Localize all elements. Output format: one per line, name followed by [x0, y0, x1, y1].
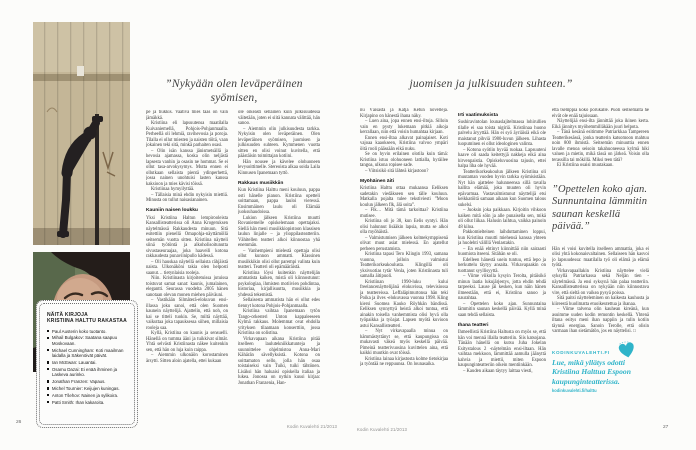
square-bullet-icon [47, 394, 49, 396]
right-column-1 [360, 108, 448, 422]
square-bullet-icon [47, 387, 49, 389]
right-page-credit: Kodin Kuvalehti 21/2013 [357, 427, 407, 432]
book-item-text: Paul Austerin koko tuotanto. [51, 328, 107, 334]
paragraph: Rakkaus musiikkiin [238, 180, 284, 186]
paragraph: – Flk… Mitä tämä tarkoittaa? Kristiina mutisee. [360, 208, 448, 219]
paragraph: Ihmeellistä Kristiina Haltusta on myös se, että hän voi mennä illalla teatteriin. Siis katsojana. Tänään hänellä on kutsu Juha Jokelan Esitystalous 2 -näytelmän ensi-iltaan. Hän vaihtaa mekkoon, lämmittää aamulla jäänyttä kahvia ja miettii, miten Espoon kaupunginteatteriin oikein mentiinkään. [458, 330, 546, 368]
right-column-3 [552, 108, 649, 424]
paragraph: Sitä paitsi näytteleminen on kaikesta kauhusta ja kiireestä huolimatta etuoikeutettua ja ihanaa. [552, 296, 649, 307]
book-item [47, 335, 128, 346]
paragraph: – Luen aina, jopa ennen ensi-iltoja. Silloin vain en pysty lukemaan pitkiä aikoja kerrallaan, niin että voisin humahtaa kirjaan. [360, 119, 448, 135]
promo-text: Lue, mikä yllätys odotti Kristiina Halttua Espoon kaupunginteatterissa. [552, 358, 631, 386]
promo-box [552, 350, 649, 394]
paragraph: – Oli hauskaa näytellä sellaista rähjäistä naista. Ulkonäköni takia olen helposti saanut… tietynlaisia rooleja. [146, 259, 228, 276]
square-bullet-icon [47, 349, 49, 351]
promo-site-label: KODINKUVALEHTI.FI [552, 349, 611, 355]
paragraph: ole oikeasti sellainen kuin julkisuudessa väitetään, joten ei siitä kannata välittää, hän sanoo. [238, 110, 320, 126]
right-column-3-top [552, 108, 649, 169]
book-item-text: Ian McEwan: Lauantai. [51, 359, 97, 365]
square-bullet-icon [47, 401, 49, 403]
square-bullet-icon [47, 361, 49, 363]
square-bullet-icon [47, 337, 49, 339]
page-number-right: 27 [663, 425, 669, 430]
paragraph: Ihana teatteri [458, 322, 489, 328]
paragraph: pe ja tiukkis. Vaativa mies taas on vain jämäkkä. [146, 110, 228, 121]
book-item [47, 379, 128, 384]
left-page-credit: Kodin Kuvalehti 21/2013 [287, 424, 337, 429]
paragraph: Virkavapaallakin Kristiina näyttelee vielä syksyllä Patriarkassa sekä Neljän tien -näytelmässä. Ja ensi syksynä hän palaa teatteriin. Kansallisteatterissa on nykyään niin kiinnostava vire, että sieltä on vaikea pysyä poissa. [552, 268, 649, 296]
book-item [47, 348, 128, 359]
paragraph: – Juoksin joka paikkaan. Kirjoitin vihkoon kaiken mitä söin ja alle punaisella sen, mikä oli ollut liikaa. Halusin laihtua, vaikka painoin 48 kiloa. [458, 208, 546, 230]
book-item-text: Patti Smith: Ihan kakaroita. [51, 399, 105, 405]
book-item [47, 360, 128, 365]
book-list [47, 329, 128, 405]
paragraph: Edelleen hänestä usein tuntuu, että lepo ja herkuttelu täytyy ansaita. Virkavapaakin on tuottanut syyllisyyttä. [458, 257, 546, 274]
square-bullet-icon [47, 380, 49, 382]
paragraph: Ennen ensi-iltaa alkavat painajaiset. Koti vajoaa kaaokseen, Kristiina valvoo ympäri öitä rooli päässään eikä nuku. [360, 135, 448, 152]
page-number-left: 26 [16, 420, 22, 425]
paragraph: Lukion jälkeen Kristiina muutti Rovaniemelle opiskelemaan opettajaksi. Siellä hän meni musiikkiopistoon klassisen laulun linjalle – ja ylioppilasteatteriin. Vähitellen teatteri alkoi kiinnostaa yhä enemmän. [238, 215, 320, 248]
paragraph: Virkavapaan aikana Kristiina pitää itselleen laulutekniikkatunteja ja suunnittelee ohjelmistoa Anna-Mari Kähärän sävellyksistä. Kotona on soittamaton sello, jolla hän osaa toistaiseksi vain Tuiki, tuiki tähtönen. Lisäksi hän haluaisi opiskella italiaa ja lukea. Jonossa on nytkin kuusi kirjaa: Jonathan Franzenia, Han- [238, 336, 320, 386]
paragraph: Kauniin naisen loukku [146, 208, 198, 213]
book-item-text: Michael Cunningham: Koti maailman laidalla ja Säkenöivät päivät. [51, 347, 124, 358]
paragraph: Niin. Kristiinasta kirjoitetuissa jutuissa toistuvat samat sanat: kaunis, jumalainen, elegantti. Seurassa vuodelta 2005 hänen sanotaan olevan monen miehen päiväuni. [146, 276, 228, 298]
book-list-title-line2: KRISTIINA HALTTU RAKASTAA [47, 318, 127, 324]
paragraph: Teatterikorkeakoulun jälkeen Kristiina oli muutaman vuoden hyvin tarkka syömisistään. Nyt hän ajattelee halunneensa sillä tavalla hallita elämää, joka muuten oli hyvin epävarmaa. Vastavalmistunut näyttelijä etsi keikkatöitä samaan aikaan kun Suomen talous sukelsi. [458, 169, 546, 208]
book-item-text: Anton Tšehov: Nainen ja sylikoira. [51, 392, 119, 398]
paragraph: Kristiina tapasi Tero Klingin 1993, samana vuonna, jolloin valmistui Teatterikorkeakoulusta. Klingillä oli yksivuotias tytär Venla, joten Kristiinasta tuli samalla äitipuoli. [360, 252, 448, 279]
paragraph: – Nyt virkavapaalla minua on hämmästyttänyt se, että kaupungissa on mukavasti väkeä myös keskellä päivää. Pimeinä teatterivuosina kuvittelen aina, että kaikki muutkin ovat töissä. [360, 329, 448, 356]
paragraph: – Tänä kesänä esitimme Patriarkkaa Tampereen Teatterikesässä, jonka teatterin katsomoon mahtuu noin 800 ihmistä. Seitsemän minuuttia ennen lavalle menoa seisoin takahuoneessa kylmä hiki valuen ja mietin, mikä tässä on järkeä. Voisin olla terassilla tai mökillä. Miksi teen tätä? [552, 130, 649, 163]
paragraph: Irti vaatimuksista [458, 112, 498, 118]
left-column-2 [238, 110, 320, 424]
book-item-text: Michel Tournier: Keijujen kuningas. [51, 385, 120, 391]
paragraph: Sushiravintolan lounaslajitelmassa lohirullien tilalle ei saa toista nigiriä. Kristiinaa huono palvelu äryyttää. Hän ei syö äyriäisiä eikä ole maistanut pihviä 1980-luvun jälkeen. Lihasta luopuminen ei ollut ideologinen valinta. [458, 120, 546, 147]
paragraph: – Opettelen koko ajan. Sunnuntaina lämmitin saunan keskellä päivää. Kyllä minä saan tehdä sellaista. [458, 301, 546, 318]
paragraph: – Valmistumisen jälkeen kolmekymppisenä olivat muut asiat mielessä. En ajatellut perheen perustamista. [360, 235, 448, 252]
paragraph: – Viitsisikö sitä lähteä kirjastoon? [365, 168, 429, 174]
paragraph: Yksi Kristiina Haltun lempirooleista Kansallisteatterissa oli Anna Krogeruksen näytelmässä Rakkaudesta minuun. Sitä esitettiin pienellä Omapohja-näyttämöllä seitsemän vuotta sitten. Kristiina näytteli siinä työtöntä ja alkoholisoitunutta sivustaseuraajaa, joka haaveili kotona rakkaudesta punaviinipullo kädessä. [146, 215, 228, 259]
paragraph: Kristiina eli lapsuutensa maatilalla Kuivaniemellä, Pohjois-Pohjanmaalla. Perheellä oli lehmiä, ravihevosia ja poroja. Tilalla ei ollut miesten ja naisten töitä, vaan jokainen teki sitä, minkä parhaiten osasi. [146, 121, 228, 148]
paragraph: Kristiinan 1990-luku kului freelancenäyttelijänä elokuvissa, televisiossa ja teattereissa. Leffaläpimurtonsa hän teki Poika ja ilves -elokuvassa vuonna 1998. Kling kiersi Suomea Kauko Röyhkän bändissä. Eeliksen synnyttyä heistä alkoi tuntua, että ainakin toisella vanhemmista olisi hyvä olla työpaikka ja työajat. Lapsen myötä kuvioon astui Kansallisteatteri. [360, 279, 448, 329]
paragraph: nu Väisästä ja Katja Ketun novelleja. Kirjapino on hänestä ihana näky. [360, 108, 448, 119]
paragraph: Myöhäinen äiti [360, 178, 394, 184]
pull-quote-left: ”Nykyään olen leväperäinen syömisen, [165, 78, 303, 104]
book-list-title [47, 312, 128, 324]
pull-quote-right: juomisen ja julkisuuden suhteen.” [409, 78, 573, 90]
book-list-title-line1: NÄITÄ KIRJOJA [47, 312, 88, 318]
paragraph: Kun Kristiina Halttu meni kouluun, pappa osti hänelle pianon. Kristiina opetteli soittamaan, pappa lauloi vieressä. Ensimmäinen laulu oli Elämää juoksuhaudoissa. [238, 188, 320, 215]
right-column-3-bottom [552, 247, 649, 335]
paragraph: – Tällaisia minä ehdin nykyisin miettiä. Minusta on tullut naisasianainen. [146, 192, 228, 203]
paragraph: – Aiemmin olin julkisuudesta tarkka. Nykyisin olen leväperäinen. Olen leväperäinen syömisen, juomisen ja julkisuuden suhteen. Kymmenen vuotta sitten en olisi voinut kuvitella, että päästäisin toimittajan kotiini. [238, 126, 320, 159]
inline-pull-quote: ”Opettelen koko ajan. Sunnuntaina lämmitin saunan keskellä päivää.” [552, 183, 648, 232]
paragraph: – Olin isän kanssa jänismetsällä ja hevosia ajamassa, koska olin neljästä lapsesta vanhin ja osasin ne hommat. Se ei ollut tasa-arvokysymys. Mutta ennen ei ollutkaan sellaista pientä ydinperhettä, jossa nainen unohtuisi lasten kanssa kaksioon ja mies kävisi töissä. [146, 148, 228, 187]
book-item [47, 393, 128, 398]
book-item-text: Jonathan Franzen: Vapaus. [51, 378, 106, 384]
paragraph: Kristiina oli jo 38, kun Eelis syntyi. Hän olisi halunnut lisääkin lapsia, mutta se alkoi olla myöhäistä. [360, 219, 448, 235]
paragraph: – Kauden aikaan täytyy laittaa viesti, [463, 368, 533, 374]
paragraph: Kristiinaa hymyilyttää. [151, 187, 195, 192]
paragraph: Hän nousee ja kävelee olohuoneen levysoittimelle. Stereoista alkaa soida Laila Kinnusen Ipanemaan tyttö. [238, 159, 320, 176]
paragraph: Kristiina löysi kuitenkin näyttelijän ammatista kaiken, mistä oli kiinnostunut: psykologiaa, ihmisten motiivien pohdintaa, historiaa, kirjallisuutta, musiikkia ja yhdessä tekemistä. [238, 270, 320, 298]
paragraph: että tsemppiä koko porukalle. Puoli seitsemältä he eivät ole enää tajuissaan. [552, 108, 649, 119]
book-item [47, 367, 128, 378]
paragraph: Kristiina Halttu ottaa mukaansa Eeliksen sadetakin viedäkseen sen tälle kouluun. Matkalla pojalta tulee tekstiviesti ”Moon koulun jälkeen flk, älä soita”. [360, 186, 448, 208]
paragraph: – Viime viikolla kysyin Terolta, pitäisikö minun laatia lukujärjestys, jotta ehdin tehdä tarpeeksi. Lause jäi kesken, kun näin hänen ilmeestään, että ei, Kristiina sanoo ja naurahtaa. [458, 274, 546, 301]
paragraph: Sellaisesta ammatista hän ei ollut edes tiennyt kotona Pohjois-Pohjanmaalla. [238, 298, 320, 309]
book-list-inner [39, 303, 135, 425]
paragraph: Ei Kristiina osaisi muutakaan. [557, 163, 614, 168]
left-column-1 [146, 110, 228, 424]
paragraph: – Kotona syötiin hyvää ruokaa. Lapsuuteni haave oli saada keitettyjä nakkeja eikä aina hirvenpaistia. Opiskeluvuosina tajusin, ettei halpa liha ole hyvää. [458, 147, 546, 169]
paragraph: Kyllä, Kristiina on kaunis ja sensuelli. Hänellä on tumma ääni ja tuikkivat silmät. Yhtä selvästi Kristiinasta näkee kuitenkin sen, että hän on luja kuin raippa. [146, 331, 228, 353]
book-item-text: Mihail Bulgakov: Saatana saapuu Moskovaan. [51, 335, 118, 346]
paragraph: – Vastikään Silmäterä-elokuvan ensi-illassa joku sanoi, että olen Suomen kaunein näyttelijä. Ajattelin, että noh, on kai se titteli tuokin. Se, miltä näyttää, vaikuttaa joka tapauksessa siihen, millaisia rooleja saa. [146, 298, 228, 331]
paragraph: – En enää ehtinyt kiinnittää niin sairaasti huomiota itseeni. Sitähän se oli. [458, 246, 546, 257]
paragraph: – Vanhempieni mielestä opettaja olisi ollut kunnon ammatti. Klassinen musiikkikin olisi ollut parempi valinta kuin teatteri. Teatteri oli epämääräistä. [238, 248, 320, 270]
paragraph: Näyttelijää ensi-ilta jännittää joka ikinen kerta. Eikä jännitys myöhemmilläkään juuri helpota. [552, 119, 649, 130]
right-column-2 [458, 108, 546, 422]
paragraph: Pakkomielteinen laihduttaminen loppui, kun Kristiina muutti miehensä kanssa yhteen ja huolehti välillä Venlastakin. [458, 230, 546, 246]
square-bullet-icon [47, 330, 49, 332]
book-item [47, 386, 128, 391]
paragraph: Se on hyvin erilainen olotila kuin tämä: Kristiina istuu olohuoneen lattialla, hyräilee tangoa, ulkona ropisee sade. [360, 152, 448, 168]
promo-url: kodinkuvalehti.fi/halttu [552, 387, 597, 393]
book-item [47, 400, 128, 405]
paragraph: – Viime talvena olin kauhean kireänä, kun asuimme uuden kodin remontin keskellä. Yhtenä iltana esitys meni ihan nappiin ja tulin kotiin täynnä energiaa. Sanoin Terolle, että olisin varmaan ihan sietämätön, jos en näyttelisi. □ [552, 307, 649, 334]
photo-woman-stretching-art [33, 22, 130, 245]
photo-woman-stretching [33, 22, 130, 245]
paragraph: Kristiina lainaa kirjastosta kolme tietokirjaa ja työntää ne reppuunsa. On lounasaika. [360, 356, 448, 367]
heart-icon [617, 340, 637, 363]
paragraph: Hän ei voisi kuvitella itselleen ammattia, joka ei olisi yhtä kokonaisvaltainen. Sellaiseen hän kasvoi jo lapsuudessa: maatilalla työ oli elämä ja elämä työtä. [552, 246, 649, 268]
book-item-text: Osamu Dazai: Ei enää ihminen ja Laskeva aurinko. [51, 366, 118, 377]
book-list-box [36, 300, 138, 428]
paragraph: Kristiina vaihtaa Ipanemaan tytön Tango-orkesteri Unton kappaleeseen Kylmä rakkaus. Molemmat ovat ehdolla yrityksen tilaamaan konserttiin, jossa Kristiina on solistina. [238, 309, 320, 336]
paragraph: – Aiemmin ulkonäön korostaminen ärsytti. Sitten aloin ajatella, ettei kukaan [146, 353, 228, 364]
book-item [47, 329, 128, 334]
square-bullet-icon [47, 368, 49, 370]
